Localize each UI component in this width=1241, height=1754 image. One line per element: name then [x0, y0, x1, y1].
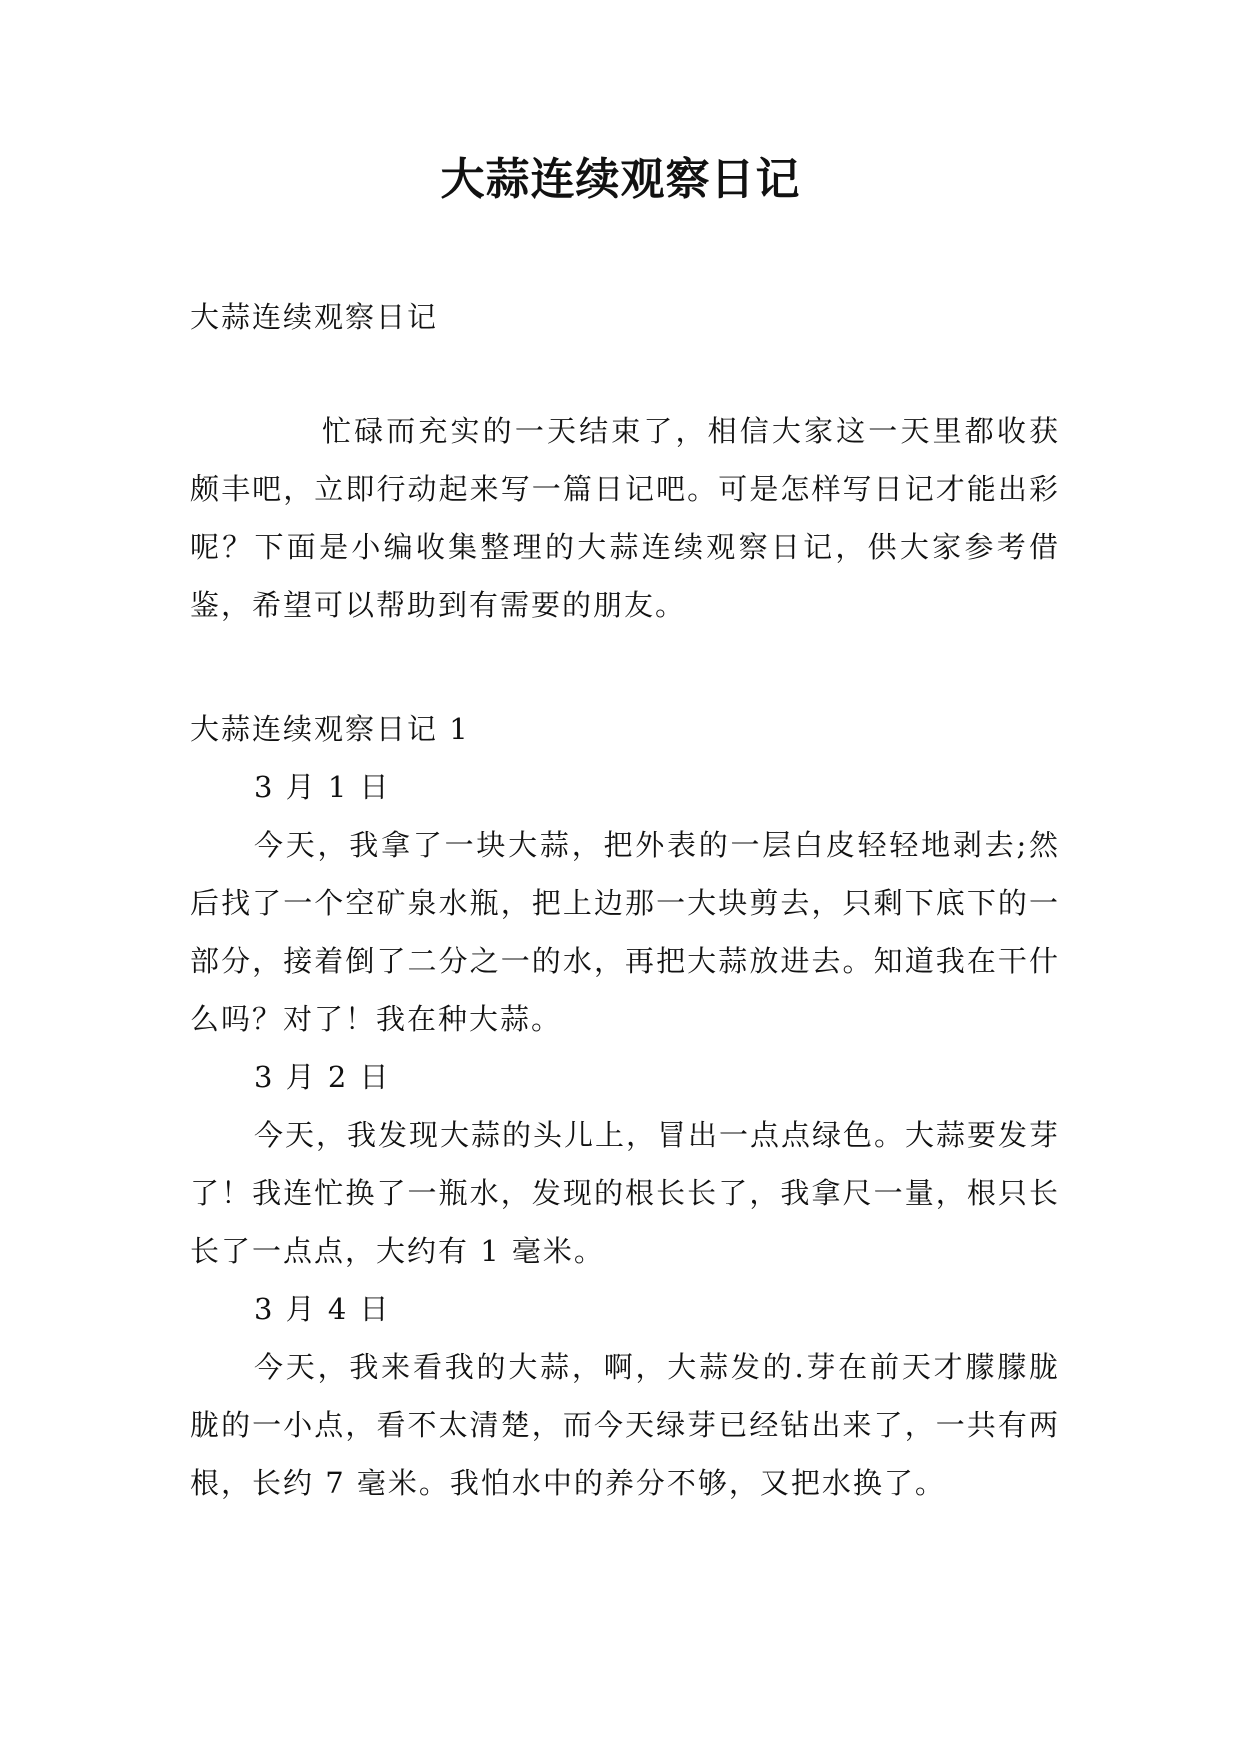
- document-subtitle: 大蒜连续观察日记: [190, 300, 439, 334]
- entry-date: 3 月 4 日: [254, 1292, 391, 1326]
- entry-date: 3 月 1 日: [254, 770, 391, 804]
- entry-text: 今天，我发现大蒜的头儿上，冒出一点点绿色。大蒜要发芽了！我连忙换了一瓶水，发现的根长长了，我拿尺一量，根只长长了一点点，大约有 1 毫米。: [190, 1118, 1061, 1268]
- diary-entries: [190, 758, 1060, 1512]
- entry-text: 今天，我来看我的大蒜，啊，大蒜发的.芽在前天才朦朦胧胧的一小点，看不太清楚，而今天绿芽已经钻出来了，一共有两根，长约 7 毫米。我怕水中的养分不够，又把水换了。: [190, 1350, 1060, 1500]
- intro-paragraph: 忙碌而充实的一天结束了，相信大家这一天里都收获颇丰吧，立即行动起来写一篇日记吧。可是怎样写日记才能出彩呢？下面是小编收集整理的大蒜连续观察日记，供大家参考借鉴，希望可以帮助到有需要的朋友。: [190, 414, 1060, 622]
- document-title: 大蒜连续观察日记: [440, 154, 801, 205]
- entry-date: 3 月 2 日: [254, 1060, 391, 1094]
- section-heading: 大蒜连续观察日记 1: [190, 712, 470, 746]
- entry-text: 今天，我拿了一块大蒜，把外表的一层白皮轻轻地剥去;然后找了一个空矿泉水瓶，把上边那一大块剪去，只剩下底下的一部分，接着倒了二分之一的水，再把大蒜放进去。知道我在干什么吗？对了！我在种大蒜。: [190, 828, 1060, 1036]
